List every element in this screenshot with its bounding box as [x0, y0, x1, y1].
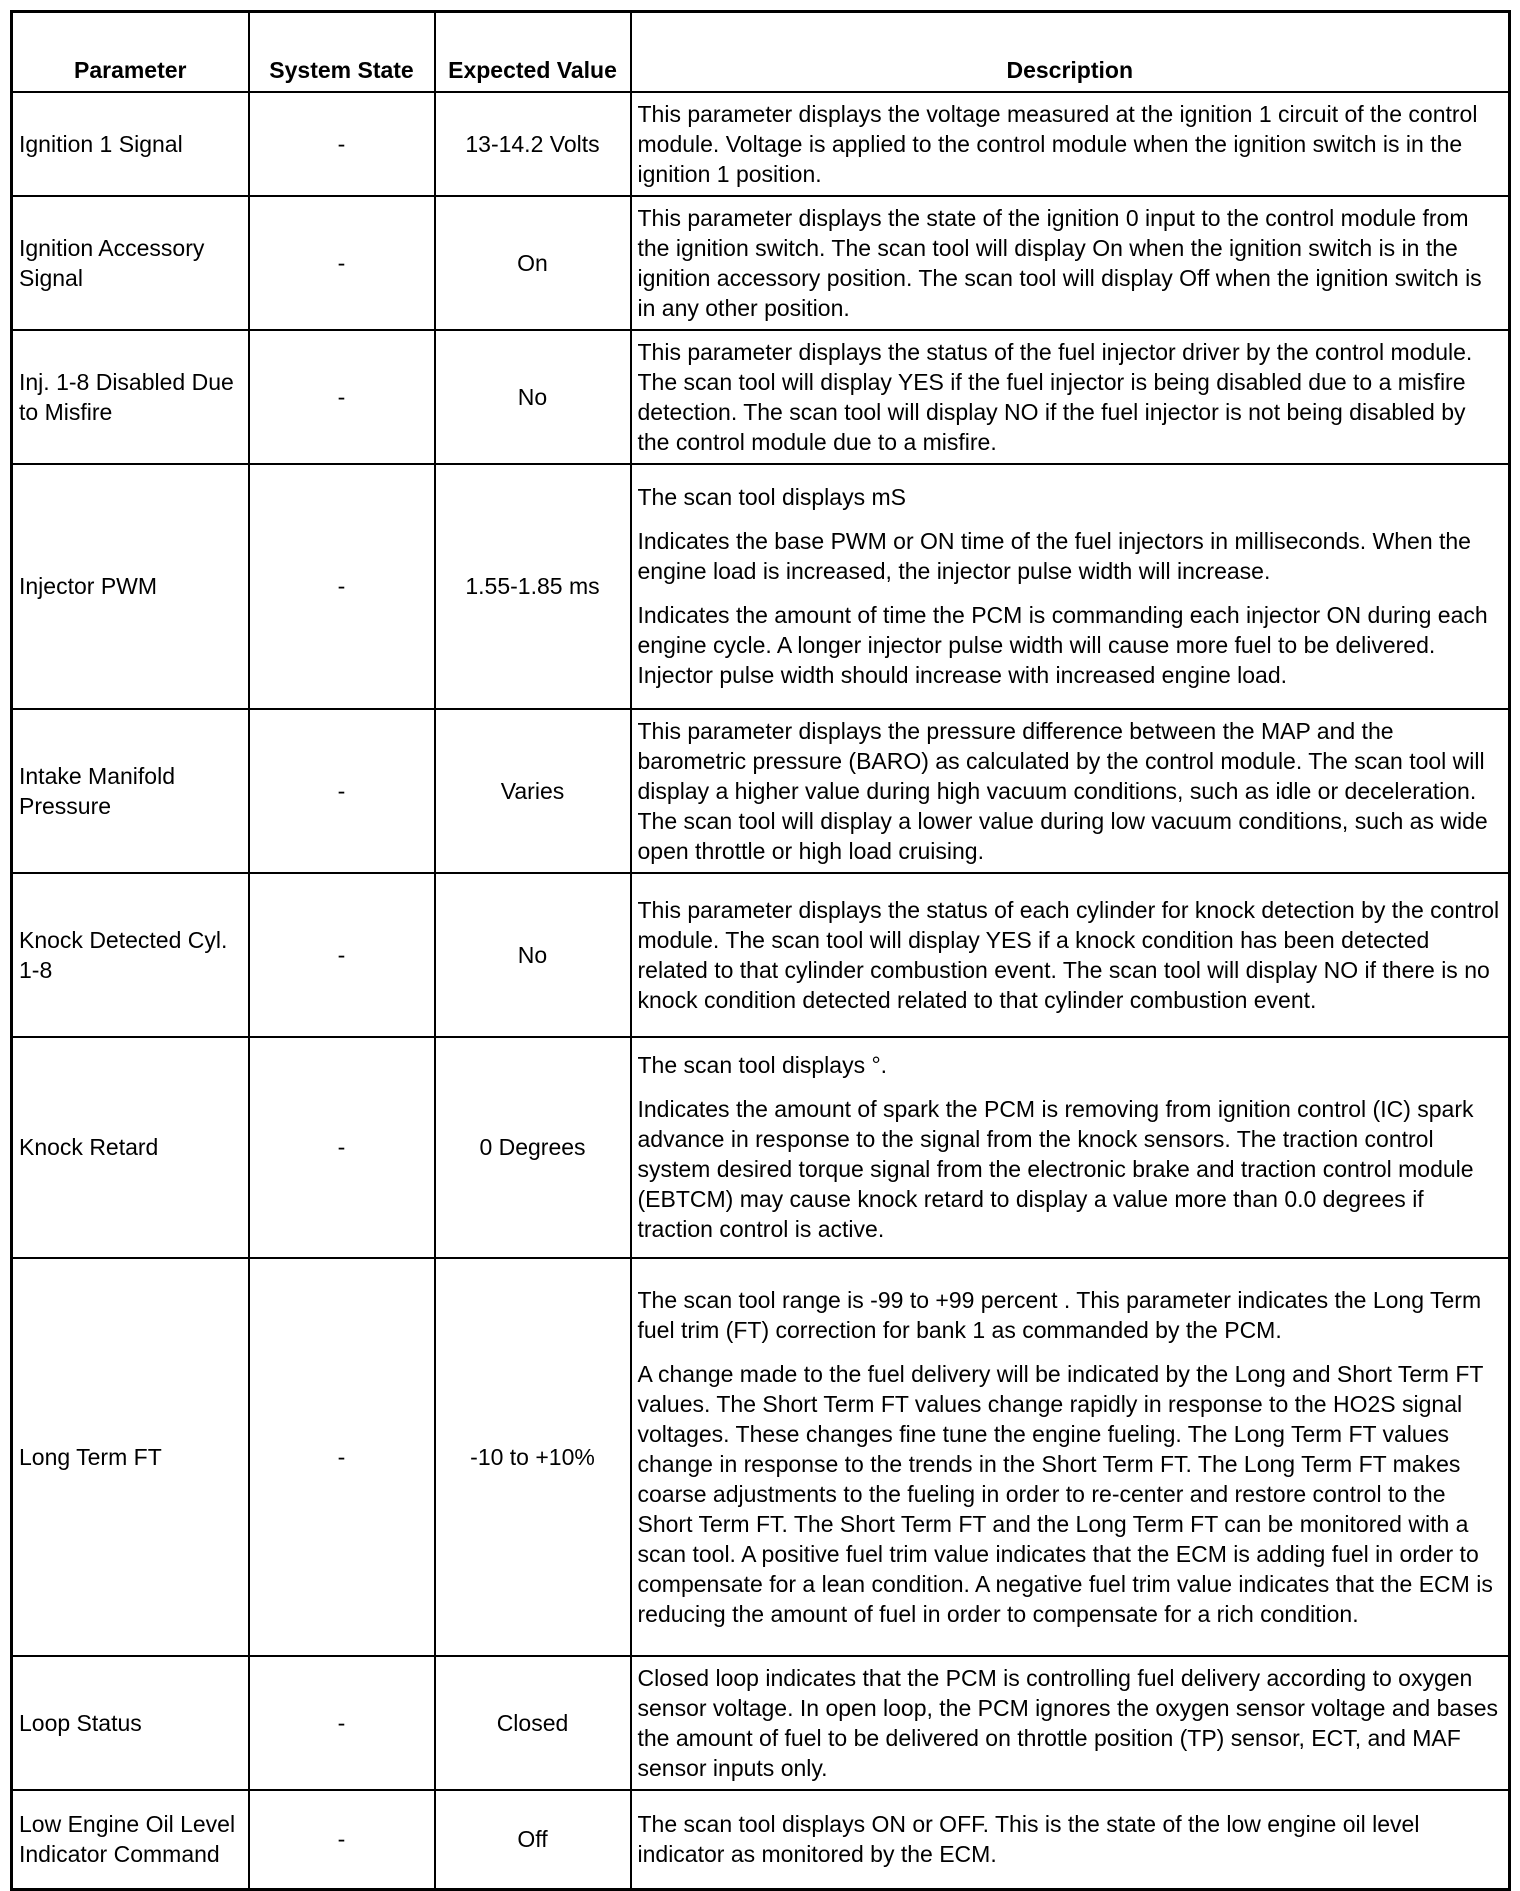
system-state-cell: - — [249, 196, 435, 330]
system-state-cell: - — [249, 1258, 435, 1656]
table-row — [12, 92, 1510, 196]
expected-value-cell: Closed — [435, 1656, 631, 1790]
table-row — [12, 1656, 1510, 1790]
expected-value-cell: 1.55-1.85 ms — [435, 464, 631, 709]
header-parameter: Parameter — [12, 12, 249, 92]
description-paragraph: Indicates the amount of spark the PCM is removing from ignition control (IC) spark advance in response to the signal from the knock sensors. The traction control system desired torque signal from the electronic brake and traction control module (EBTCM) may cause knock retard to display a value more than 0.0 degrees if traction control is active. — [637, 1096, 1474, 1242]
page — [10, 10, 1508, 1866]
description-paragraph: The scan tool displays ON or OFF. This is the state of the low engine oil level indicator as monitored by the ECM. — [637, 1811, 1420, 1868]
table-body — [12, 92, 1510, 1890]
parameter-cell: Injector PWM — [12, 464, 249, 709]
table-row — [12, 1258, 1510, 1656]
description-paragraph: This parameter displays the pressure difference between the MAP and the barometric pressure (BARO) as calculated by the control module. The scan tool will display a higher value during high vacuum conditions, such as idle or deceleration. The scan tool will display a lower value during low vacuum conditions, such as wide open throttle or high load cruising. — [637, 717, 1488, 864]
description-cell — [631, 873, 1510, 1037]
header-row — [12, 12, 1510, 92]
description-paragraph: Indicates the amount of time the PCM is commanding each injector ON during each engine cycle. A longer injector pulse width will cause more fuel to be delivered. Injector pulse width should increase with increased engine load. — [637, 602, 1488, 688]
description-cell — [631, 330, 1510, 464]
parameter-cell: Knock Retard — [12, 1037, 249, 1258]
description-cell — [631, 92, 1510, 196]
system-state-cell: - — [249, 709, 435, 873]
system-state-cell: - — [249, 1790, 435, 1890]
description-paragraph: The scan tool range is -99 to +99 percent . This parameter indicates the Long Term fuel trim (FT) correction for bank 1 as commanded by the PCM. — [637, 1286, 1482, 1343]
header-description: Description — [631, 12, 1510, 92]
expected-value-cell: Varies — [435, 709, 631, 873]
table-row — [12, 873, 1510, 1037]
parameter-cell: Loop Status — [12, 1656, 249, 1790]
expected-value-cell: 0 Degrees — [435, 1037, 631, 1258]
description-paragraph: This parameter displays the status of each cylinder for knock detection by the control module. The scan tool will display YES if a knock condition has been detected related to that cylinder combustion event. The scan tool will display NO if there is no knock condition detected related to that cylinder combustion event. — [637, 896, 1500, 1013]
parameter-cell: Intake Manifold Pressure — [12, 709, 249, 873]
table-row — [12, 1790, 1510, 1890]
parameter-cell: Inj. 1-8 Disabled Due to Misfire — [12, 330, 249, 464]
expected-value-cell: -10 to +10% — [435, 1258, 631, 1656]
header-expected-value: Expected Value — [435, 12, 631, 92]
description-cell — [631, 1258, 1510, 1656]
expected-value-cell: 13-14.2 Volts — [435, 92, 631, 196]
description-paragraph: A change made to the fuel delivery will be indicated by the Long and Short Term FT values. The Short Term FT values change rapidly in response to the HO2S signal voltages. These changes fine tune the engine fueling. The Long Term FT values change in response to the trends in the Short Term FT. The Long Term FT makes coarse adjustments to the fueling in order to re-center and restore control to the Short Term FT. The Short Term FT and the Long Term FT can be monitored with a scan tool. A positive fuel trim value indicates that the ECM is adding fuel in order to compensate for a lean condition. A negative fuel trim value indicates that the ECM is reducing the amount of fuel in order to compensate for a rich condition. — [637, 1360, 1493, 1627]
parameter-cell: Ignition 1 Signal — [12, 92, 249, 196]
description-cell — [631, 464, 1510, 709]
parameter-cell: Ignition Accessory Signal — [12, 196, 249, 330]
description-cell — [631, 1790, 1510, 1890]
table-row — [12, 330, 1510, 464]
description-paragraph: The scan tool displays mS — [637, 484, 906, 510]
description-cell — [631, 196, 1510, 330]
system-state-cell: - — [249, 1656, 435, 1790]
description-paragraph: Closed loop indicates that the PCM is controlling fuel delivery according to oxygen sensor voltage. In open loop, the PCM ignores the oxygen sensor voltage and bases the amount of fuel to be delivered on throttle position (TP) sensor, ECT, and MAF sensor inputs only. — [637, 1664, 1498, 1781]
system-state-cell: - — [249, 464, 435, 709]
description-paragraph: This parameter displays the status of the fuel injector driver by the control module. The scan tool will display YES if the fuel injector is being disabled due to a misfire detection. The scan tool will display NO if the fuel injector is not being disabled by the control module due to a misfire. — [637, 338, 1473, 455]
expected-value-cell: On — [435, 196, 631, 330]
description-paragraph: Indicates the base PWM or ON time of the fuel injectors in milliseconds. When the engine load is increased, the injector pulse width will increase. — [637, 528, 1471, 584]
system-state-cell: - — [249, 1037, 435, 1258]
parameter-cell: Knock Detected Cyl. 1-8 — [12, 873, 249, 1037]
system-state-cell: - — [249, 873, 435, 1037]
description-paragraph: The scan tool displays °. — [637, 1052, 888, 1078]
parameter-table — [10, 10, 1511, 1891]
table-row — [12, 1037, 1510, 1258]
description-cell — [631, 1037, 1510, 1258]
parameter-cell: Long Term FT — [12, 1258, 249, 1656]
description-paragraph: This parameter displays the voltage measured at the ignition 1 circuit of the control module. Voltage is applied to the control module when the ignition switch is in the ignition 1 position. — [637, 100, 1478, 187]
description-cell — [631, 709, 1510, 873]
description-paragraph: This parameter displays the state of the ignition 0 input to the control module from the ignition switch. The scan tool will display On when the ignition switch is in the ignition accessory position. The scan tool will display Off when the ignition switch is in any other position. — [637, 204, 1482, 321]
system-state-cell: - — [249, 330, 435, 464]
header-system-state: System State — [249, 12, 435, 92]
expected-value-cell: No — [435, 330, 631, 464]
table-row — [12, 709, 1510, 873]
table-row — [12, 196, 1510, 330]
description-cell — [631, 1656, 1510, 1790]
system-state-cell: - — [249, 92, 435, 196]
expected-value-cell: Off — [435, 1790, 631, 1890]
expected-value-cell: No — [435, 873, 631, 1037]
parameter-cell: Low Engine Oil Level Indicator Command — [12, 1790, 249, 1890]
table-row — [12, 464, 1510, 709]
